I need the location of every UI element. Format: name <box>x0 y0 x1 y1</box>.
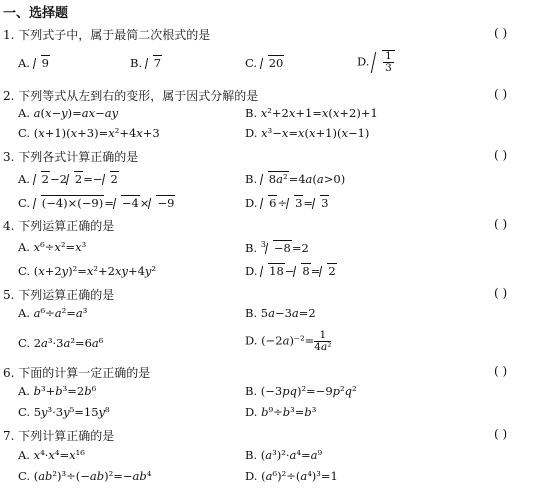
option-d: D. 18− 8= 2 <box>245 264 336 278</box>
answer-paren: ( ) <box>494 26 508 40</box>
answer-paren: ( ) <box>494 87 508 101</box>
answer-paren: ( ) <box>494 148 508 162</box>
option-a: A. 9 <box>18 56 49 70</box>
option-b: B. 7 <box>130 56 162 70</box>
option-a: A. 2−2 2=− 2 <box>18 172 118 186</box>
option-a: A. a⁶÷a²=a³ <box>18 306 88 320</box>
section-title: 一、选择题 <box>3 6 69 21</box>
option-c: C. (x+1)(x+3)=x²+4x+3 <box>18 126 160 140</box>
answer-paren: ( ) <box>494 427 508 441</box>
option-b: B. 8a²=4a(a>0) <box>245 172 346 186</box>
option-d: D. (−2a)⁻²= $\frac{1}{\text{4a²}}$ <box>245 329 332 353</box>
question-stem: 5. 下列运算正确的是 <box>3 288 115 302</box>
option-c: C. 20 <box>245 56 284 70</box>
option-c: C. (x+2y)²=x²+2xy+4y² <box>18 264 157 278</box>
option-b: B. (a³)²·a⁴=a⁹ <box>245 448 323 462</box>
option-d: D. b⁹÷b³=b³ <box>245 405 317 419</box>
option-d: D. $\frac{1}{3}$ <box>357 50 395 74</box>
option-c: C. (ab²)³÷(−ab)²=−ab⁴ <box>18 469 152 483</box>
question-stem: 2. 下列等式从左到右的变形，属于因式分解的是 <box>3 89 259 103</box>
option-a: A. x⁶÷x²=x³ <box>18 240 87 254</box>
option-c: C. 2a³·3a²=6a⁶ <box>18 336 104 350</box>
question-stem: 3. 下列各式计算正确的是 <box>3 150 139 164</box>
answer-paren: ( ) <box>494 217 508 231</box>
answer-paren: ( ) <box>494 364 508 378</box>
option-d: D. (a⁶)²÷(a⁴)³=1 <box>245 469 338 483</box>
question-stem: 6. 下面的计算一定正确的是 <box>3 366 151 380</box>
option-a: A. a(x−y)=ax−ay <box>18 106 119 120</box>
option-b: B. 5a−3a=2 <box>245 306 316 320</box>
option-b: B. x²+2x+1=x(x+2)+1 <box>245 106 378 120</box>
option-d: D. 6÷ 3= 3 <box>245 196 329 210</box>
option-c: C. 5y³·3y⁵=15y⁸ <box>18 405 110 419</box>
option-b: B. $^3$ −8=2 <box>245 240 309 255</box>
question-stem: 1. 下列式子中，属于最简二次根式的是 <box>3 28 211 42</box>
option-d: D. x³−x=x(x+1)(x−1) <box>245 126 370 140</box>
question-stem: 7. 下列计算正确的是 <box>3 429 115 443</box>
option-a: A. x⁴·x⁴=x¹⁶ <box>18 448 85 462</box>
answer-paren: ( ) <box>494 286 508 300</box>
question-stem: 4. 下列运算正确的是 <box>3 219 115 233</box>
option-c: C. (−4)×(−9)= −4× −9 <box>18 196 175 210</box>
option-b: B. (−3pq)²=−9p²q² <box>245 384 357 398</box>
option-a: A. b³+b³=2b⁶ <box>18 384 97 398</box>
